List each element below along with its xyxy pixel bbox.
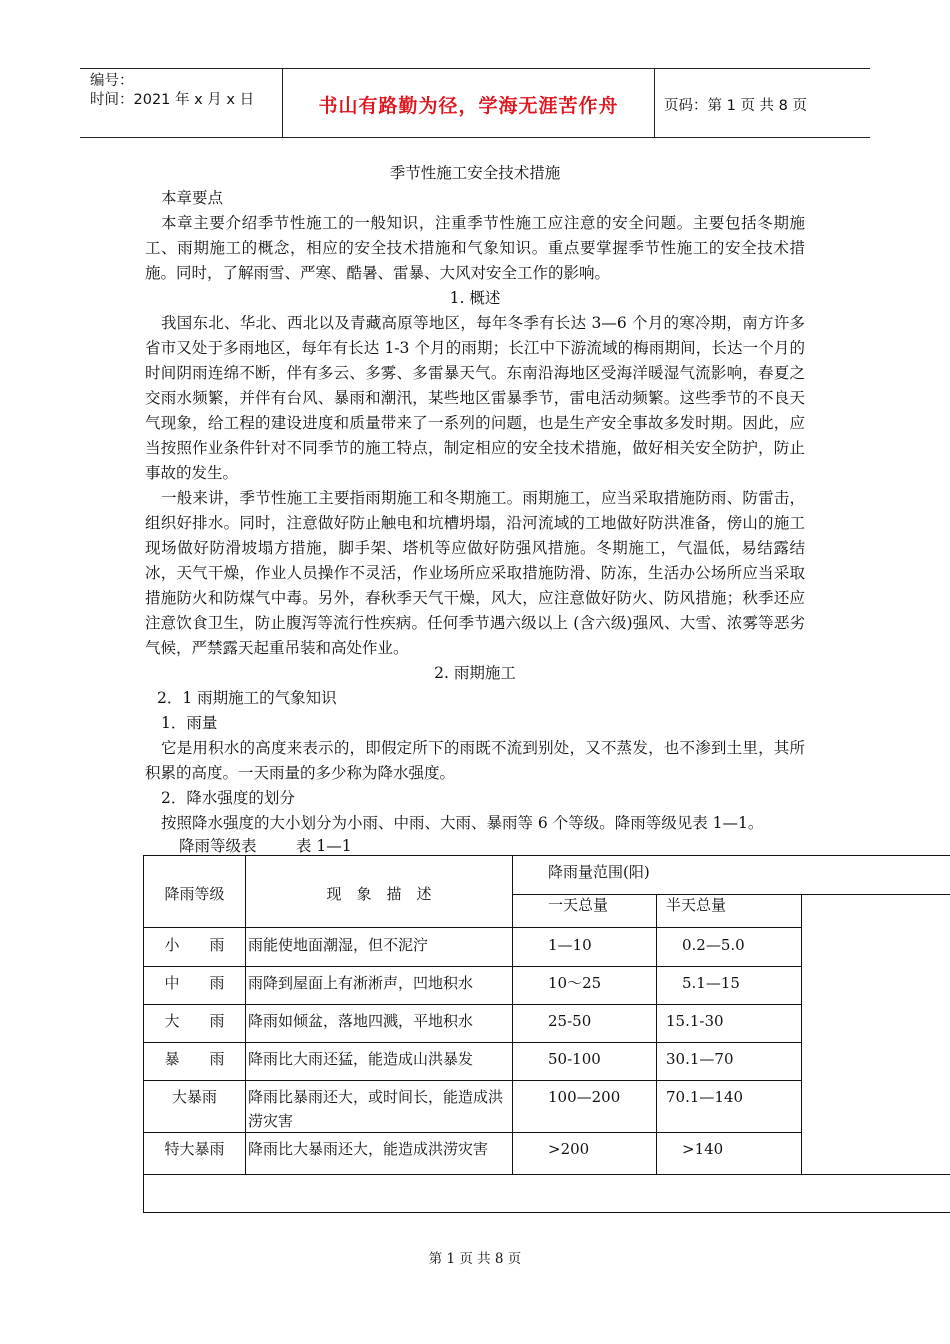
- row-half-day-total: 5.1—15: [682, 974, 740, 992]
- subsection-2-1-heading: 2．1 雨期施工的气象知识: [157, 689, 337, 707]
- section-2-heading: 2. 雨期施工: [434, 664, 516, 682]
- row-grade: 大 雨: [164, 1012, 225, 1030]
- table-rule: [512, 856, 513, 1174]
- row-description: 雨降到屋面上有淅淅声，凹地积水: [248, 974, 474, 992]
- intensity-paragraph: 按照降水强度的大小划分为小雨、中雨、大雨、暴雨等 6 个等级。降雨等级见表 1—1。: [161, 814, 764, 832]
- row-grade: 中 雨: [164, 974, 225, 992]
- header-grade: 降雨等级: [164, 885, 225, 903]
- header-meta: [90, 72, 254, 110]
- table-rule: [144, 966, 801, 967]
- table-rule: [144, 1042, 801, 1043]
- table-rule: [144, 1004, 801, 1005]
- header-page-label: 页码：第 1 页 共 8 页: [664, 98, 807, 114]
- time-label: 时间：2021 年 x 月 x 日: [90, 92, 255, 108]
- header-day-total: 一天总量: [548, 896, 609, 914]
- row-half-day-total: 30.1—70: [666, 1050, 734, 1068]
- row-day-total: 25-50: [548, 1012, 592, 1030]
- row-half-day-total: 15.1-30: [666, 1012, 724, 1030]
- rainfall-heading: 1．雨量: [161, 714, 218, 732]
- intensity-heading: 2．降水强度的划分: [161, 789, 295, 807]
- document-title: 季节性施工安全技术措施: [389, 164, 561, 182]
- row-description: 雨能使地面潮湿，但不泥泞: [248, 936, 429, 954]
- key-points-paragraph: 本章主要介绍季节性施工的一般知识，注重季节性施工应注意的安全问题。主要包括冬期施工、雨期施工的概念，相应的安全技术措施和气象知识。重点要掌握季节性施工的安全技术措施。同时，了解雨雪、严寒、酷暑、雷暴、大风对安全工作的影响。: [145, 214, 805, 282]
- row-description: 降雨如倾盆，落地四溅，平地积水: [248, 1012, 474, 1030]
- row-grade: 特大暴雨: [164, 1140, 225, 1158]
- key-points-heading: 本章要点: [161, 189, 224, 207]
- row-half-day-total: 70.1—140: [666, 1088, 744, 1106]
- table-rule: [144, 1080, 801, 1081]
- row-description: 降雨比大暴雨还大，能造成洪涝灾害: [248, 1140, 489, 1158]
- section-1-paragraph-1: 我国东北、华北、西北以及青藏高原等地区，每年冬季有长达 3—6 个月的寒冷期，南方许多省市又处于多雨地区，每年有长达 1-3 个月的雨期；长江中下游流域的梅雨期间，长达一个月的时间阴雨连绵不断，伴有多云、多雾、多雷暴天气。东南沿海地区受海洋暖湿气流影响，春夏之交雨水频繁，并伴有台风、暴雨和潮汛，某些地区雷暴季节，雷电活动频繁。这些季节的不良天气现象，给工程的建设进度和质量带来了一系列的问题，也是生产安全事故多发时期。因此，应当按照作业条件针对不同季节的施工特点，制定相应的安全技术措施，做好相关安全防护，防止事故的发生。: [145, 314, 805, 482]
- row-half-day-total: >140: [682, 1140, 724, 1158]
- header-motto: 书山有路勤为径，学海无涯苦作舟: [318, 95, 619, 117]
- section-1-heading: 1. 概述: [449, 289, 501, 307]
- section-1-paragraph-2: 一般来讲，季节性施工主要指雨期施工和冬期施工。雨期施工，应当采取措施防雨、防雷击，组织好排水。同时，注意做好防止触电和坑槽坍塌，沿河流域的工地做好防洪准备，傍山的施工现场做好防滑坡塌方措施，脚手架、塔机等应做好防强风措施。冬期施工，气温低，易结露结冰，天气干燥，作业人员操作不灵活，作业场所应采取措施防滑、防冻，生活办公场所应当采取措施防火和防煤气中毒。另外，春秋季天气干燥，风大，应注意做好防火、防风措施；秋季还应注意饮食卫生，防止腹泻等流行性疾病。任何季节遇六级以上 (含六级)强风、大雪、浓雾等恶劣气候，严禁露天起重吊装和高处作业。: [145, 489, 805, 657]
- page-footer: 第 1 页 共 8 页: [428, 1251, 522, 1267]
- row-description: 降雨比暴雨还大，或时间长，能造成洪涝灾害: [248, 1088, 504, 1130]
- header-divider: [654, 69, 655, 137]
- number-label: 编号：: [90, 73, 134, 89]
- page-header: [80, 68, 870, 138]
- rainfall-grade-table: [143, 855, 950, 1213]
- row-half-day-total: 0.2—5.0: [682, 936, 745, 954]
- row-day-total: 10～25: [548, 974, 602, 992]
- row-grade: 大暴雨: [171, 1088, 217, 1106]
- table-rule: [144, 1174, 950, 1175]
- row-day-total: 100—200: [548, 1088, 621, 1106]
- table-rule: [801, 894, 802, 1174]
- rainfall-paragraph: 它是用积水的高度来表示的，即假定所下的雨既不流到别处，又不蒸发，也不渗到土里，其所积累的高度。一天雨量的多少称为降水强度。: [145, 739, 805, 782]
- header-half-day-total: 半天总量: [666, 896, 727, 914]
- table-rule: [144, 927, 801, 928]
- table-caption: 降雨等级表 表 1—1: [179, 837, 352, 855]
- row-grade: 小 雨: [164, 936, 225, 954]
- header-range: 降雨量范围(阳): [548, 863, 650, 881]
- row-day-total: 50-100: [548, 1050, 601, 1068]
- row-day-total: 1—10: [548, 936, 592, 954]
- row-grade: 暴 雨: [164, 1050, 225, 1068]
- row-day-total: >200: [548, 1140, 590, 1158]
- row-description: 降雨比大雨还猛，能造成山洪暴发: [248, 1050, 474, 1068]
- header-description: 现 象 描 述: [326, 885, 432, 903]
